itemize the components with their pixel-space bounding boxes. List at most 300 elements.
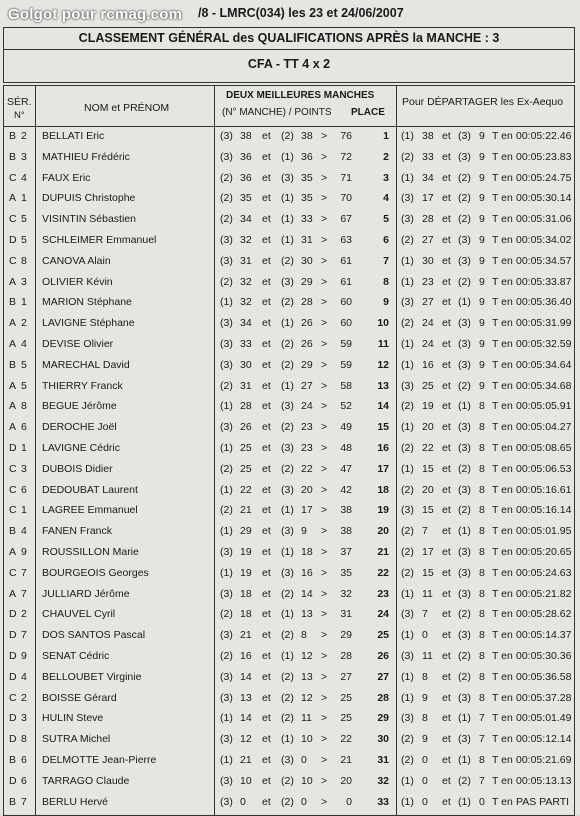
- manche1-cell: (1): [220, 442, 233, 454]
- tb-manche2-cell: (1): [458, 712, 471, 725]
- points1-cell: 36: [240, 150, 252, 163]
- manche2-cell: (1): [281, 733, 294, 746]
- manche2-cell: (3): [281, 525, 294, 538]
- name-cell: LAVIGNE Cédric: [42, 442, 120, 454]
- et-label: et: [262, 171, 271, 184]
- et-label: et: [442, 754, 451, 766]
- num-cell: 7: [21, 629, 27, 642]
- t-en-label: T en: [492, 546, 513, 558]
- tb-manche-cell: (2): [401, 317, 414, 330]
- points1-cell: 19: [240, 566, 252, 579]
- gt-label: >: [321, 608, 328, 621]
- table-row: [4, 792, 574, 813]
- t-en-label: T en: [492, 421, 513, 434]
- place-cell: 27: [377, 670, 389, 683]
- place-cell: 18: [377, 483, 389, 496]
- gt-label: >: [321, 650, 328, 662]
- tb-points-cell: 30: [422, 254, 434, 267]
- manche1-cell: (3): [220, 629, 233, 642]
- points1-cell: 32: [240, 234, 252, 246]
- t-en-label: T en: [492, 691, 513, 704]
- name-cell: ROUSSILLON Marie: [42, 546, 139, 558]
- tb-manche2-cell: (3): [458, 150, 471, 163]
- ser-cell: D: [9, 650, 17, 662]
- et-label: et: [442, 213, 451, 226]
- points2-cell: 26: [301, 338, 313, 350]
- total-cell: 27: [340, 670, 352, 683]
- total-cell: 37: [340, 546, 352, 558]
- name-cell: BEGUE Jérôme: [42, 400, 117, 413]
- tb-manche-cell: (1): [401, 629, 414, 642]
- manche1-cell: (3): [220, 150, 233, 163]
- laps-cell: 9: [479, 213, 485, 226]
- tb-points-cell: 20: [422, 421, 434, 434]
- tb-manche2-cell: (2): [458, 608, 471, 621]
- t-en-label: T en: [492, 650, 513, 662]
- time-cell: 00:05:20.65: [516, 546, 572, 558]
- table-row: [4, 251, 574, 272]
- table-row: [4, 292, 574, 313]
- total-cell: 35: [340, 566, 352, 579]
- et-label: et: [262, 296, 271, 309]
- name-cell: DUPUIS Christophe: [42, 192, 136, 205]
- place-cell: 12: [377, 358, 389, 371]
- manche2-cell: (3): [281, 442, 294, 454]
- laps-cell: 8: [479, 525, 485, 538]
- table-row: [4, 126, 574, 147]
- table-row: [4, 459, 574, 480]
- num-cell: 9: [21, 546, 27, 558]
- name-cell: BELLATI Eric: [42, 130, 105, 142]
- total-cell: 52: [340, 400, 352, 413]
- t-en-label: T en: [492, 483, 513, 496]
- gt-label: >: [321, 338, 328, 350]
- place-cell: 30: [377, 733, 389, 746]
- manche1-cell: (2): [220, 192, 233, 205]
- num-cell: 2: [21, 608, 27, 621]
- laps-cell: 8: [479, 629, 485, 642]
- et-label: et: [262, 379, 271, 392]
- table-row: [4, 708, 574, 729]
- manche2-cell: (2): [281, 462, 294, 475]
- total-cell: 67: [340, 213, 352, 226]
- tb-manche-cell: (3): [401, 504, 414, 517]
- name-cell: DEVISE Olivier: [42, 338, 114, 350]
- laps-cell: 9: [479, 150, 485, 163]
- tb-manche2-cell: (3): [458, 130, 471, 142]
- num-cell: 3: [21, 462, 27, 475]
- tb-manche2-cell: (2): [458, 650, 471, 662]
- t-en-label: T en: [492, 171, 513, 184]
- t-en-label: T en: [492, 379, 513, 392]
- et-label: et: [262, 421, 271, 434]
- points1-cell: 10: [240, 774, 252, 787]
- ser-cell: C: [9, 483, 17, 496]
- et-label: et: [442, 462, 451, 475]
- total-cell: 60: [340, 317, 352, 330]
- table-row: [4, 771, 574, 792]
- tb-manche-cell: (2): [401, 234, 414, 246]
- place-cell: 22: [377, 566, 389, 579]
- manche1-cell: (3): [220, 733, 233, 746]
- tb-points-cell: 25: [422, 379, 434, 392]
- et-label: et: [442, 650, 451, 662]
- total-cell: 72: [340, 150, 352, 163]
- et-label: et: [442, 587, 451, 600]
- name-cell: MARECHAL David: [42, 358, 130, 371]
- tb-manche2-cell: (1): [458, 525, 471, 538]
- t-en-label: T en: [492, 795, 513, 808]
- t-en-label: T en: [492, 317, 513, 330]
- points1-cell: 36: [240, 171, 252, 184]
- tb-manche-cell: (1): [401, 130, 414, 142]
- total-cell: 25: [340, 712, 352, 725]
- total-cell: 0: [346, 795, 352, 808]
- place-cell: 16: [377, 442, 389, 454]
- ser-cell: D: [9, 774, 17, 787]
- tb-points-cell: 27: [422, 234, 434, 246]
- name-cell: LAVIGNE Stéphane: [42, 317, 135, 330]
- name-cell: OLIVIER Kévin: [42, 275, 113, 288]
- tb-manche-cell: (1): [401, 670, 414, 683]
- tb-manche2-cell: (1): [458, 296, 471, 309]
- gt-label: >: [321, 733, 328, 746]
- time-cell: 00:05:21.82: [516, 587, 572, 600]
- table-row: [4, 750, 574, 771]
- tb-manche2-cell: (3): [458, 442, 471, 454]
- et-label: et: [442, 442, 451, 454]
- et-label: et: [442, 234, 451, 246]
- t-en-label: T en: [492, 504, 513, 517]
- total-cell: 47: [340, 462, 352, 475]
- table-row: [4, 355, 574, 376]
- gt-label: >: [321, 213, 328, 226]
- laps-cell: 9: [479, 275, 485, 288]
- manche1-cell: (2): [220, 462, 233, 475]
- num-cell: 8: [21, 733, 27, 746]
- points2-cell: 14: [301, 587, 313, 600]
- et-label: et: [262, 358, 271, 371]
- col-num: N°: [14, 110, 25, 121]
- et-label: et: [442, 358, 451, 371]
- ser-cell: A: [9, 192, 17, 205]
- tb-manche2-cell: (2): [458, 670, 471, 683]
- t-en-label: T en: [492, 254, 513, 267]
- time-cell: 00:05:24.63: [516, 566, 572, 579]
- et-label: et: [262, 234, 271, 246]
- place-cell: 11: [377, 338, 389, 350]
- table-row: [4, 542, 574, 563]
- et-label: et: [262, 338, 271, 350]
- laps-cell: 8: [479, 546, 485, 558]
- table-row: [4, 313, 574, 334]
- manche1-cell: (2): [220, 171, 233, 184]
- manche1-cell: (3): [220, 795, 233, 808]
- manche2-cell: (2): [281, 712, 294, 725]
- name-cell: TARRAGO Claude: [42, 774, 130, 787]
- name-cell: DEROCHE Joël: [42, 421, 117, 434]
- table-row: [4, 334, 574, 355]
- points1-cell: 34: [240, 213, 252, 226]
- tb-points-cell: 0: [422, 754, 428, 766]
- time-cell: 00:05:32.59: [516, 338, 572, 350]
- total-cell: 31: [340, 608, 352, 621]
- et-label: et: [262, 192, 271, 205]
- manche1-cell: (3): [220, 130, 233, 142]
- points2-cell: 33: [301, 213, 313, 226]
- event-title: /8 - LMRC(034) les 23 et 24/06/2007: [198, 6, 404, 20]
- manche2-cell: (3): [281, 566, 294, 579]
- manche1-cell: (1): [220, 525, 233, 538]
- manche1-cell: (3): [220, 421, 233, 434]
- table-row: [4, 521, 574, 542]
- manche1-cell: (2): [220, 213, 233, 226]
- et-label: et: [262, 213, 271, 226]
- points1-cell: 31: [240, 254, 252, 267]
- tb-manche-cell: (1): [401, 171, 414, 184]
- tb-manche-cell: (3): [401, 608, 414, 621]
- gt-label: >: [321, 670, 328, 683]
- laps-cell: 8: [479, 400, 485, 413]
- total-cell: 42: [340, 483, 352, 496]
- watermark: Golgot pour rcmag.com: [8, 6, 183, 23]
- tb-points-cell: 38: [422, 130, 434, 142]
- tb-manche2-cell: (3): [458, 546, 471, 558]
- gt-label: >: [321, 629, 328, 642]
- place-cell: 33: [377, 795, 389, 808]
- gt-label: >: [321, 504, 328, 517]
- tb-manche-cell: (1): [401, 691, 414, 704]
- name-cell: SUTRA Michel: [42, 733, 111, 746]
- points2-cell: 17: [301, 504, 313, 517]
- tb-manche2-cell: (1): [458, 795, 471, 808]
- tb-manche-cell: (1): [401, 462, 414, 475]
- tb-points-cell: 24: [422, 317, 434, 330]
- col-ser: SÉR.: [7, 96, 32, 108]
- category-title: CFA - TT 4 x 2: [247, 57, 331, 71]
- ser-cell: B: [9, 296, 17, 309]
- laps-cell: 9: [479, 254, 485, 267]
- tb-points-cell: 27: [422, 296, 434, 309]
- points2-cell: 13: [301, 608, 313, 621]
- manche1-cell: (3): [220, 774, 233, 787]
- points2-cell: 8: [301, 629, 307, 642]
- total-cell: 28: [340, 650, 352, 662]
- t-en-label: T en: [492, 442, 513, 454]
- time-cell: 00:05:34.57: [516, 254, 572, 267]
- tb-manche2-cell: (2): [458, 213, 471, 226]
- manche1-cell: (3): [220, 691, 233, 704]
- manche1-cell: (3): [220, 234, 233, 246]
- ser-cell: B: [9, 130, 17, 142]
- gt-label: >: [321, 275, 328, 288]
- col-tiebreak: Pour DÉPARTAGER les Ex-Aequo: [402, 96, 564, 108]
- ser-cell: D: [9, 629, 17, 642]
- tb-manche2-cell: (3): [458, 733, 471, 746]
- points2-cell: 12: [301, 691, 313, 704]
- ser-cell: A: [9, 587, 17, 600]
- place-cell: 15: [377, 421, 389, 434]
- points1-cell: 0: [240, 795, 246, 808]
- gt-label: >: [321, 462, 328, 475]
- laps-cell: 9: [479, 379, 485, 392]
- points1-cell: 13: [240, 691, 252, 704]
- num-cell: 8: [21, 254, 27, 267]
- tb-manche-cell: (2): [401, 733, 414, 746]
- et-label: et: [262, 504, 271, 517]
- et-label: et: [442, 192, 451, 205]
- total-cell: 59: [340, 358, 352, 371]
- points2-cell: 38: [301, 130, 313, 142]
- points1-cell: 18: [240, 587, 252, 600]
- name-cell: HULIN Steve: [42, 712, 104, 725]
- laps-cell: 8: [479, 650, 485, 662]
- points2-cell: 36: [301, 150, 313, 163]
- tb-points-cell: 7: [422, 525, 428, 538]
- name-cell: MATHIEU Frédéric: [42, 150, 130, 163]
- points1-cell: 25: [240, 462, 252, 475]
- tb-manche-cell: (3): [401, 379, 414, 392]
- num-cell: 2: [21, 317, 27, 330]
- points1-cell: 32: [240, 296, 252, 309]
- tb-manche2-cell: (2): [458, 504, 471, 517]
- et-label: et: [442, 379, 451, 392]
- manche2-cell: (2): [281, 130, 294, 142]
- points2-cell: 20: [301, 483, 313, 496]
- col-place: PLACE: [351, 107, 385, 118]
- col-name: NOM et PRÉNOM: [84, 102, 170, 114]
- place-cell: 2: [383, 150, 389, 163]
- manche1-cell: (2): [220, 650, 233, 662]
- num-cell: 8: [21, 400, 27, 413]
- et-label: et: [442, 795, 451, 808]
- laps-cell: 9: [479, 296, 485, 309]
- tb-manche-cell: (1): [401, 587, 414, 600]
- table-row: [4, 147, 574, 168]
- manche2-cell: (1): [281, 150, 294, 163]
- et-label: et: [442, 774, 451, 787]
- manche1-cell: (3): [220, 338, 233, 350]
- gt-label: >: [321, 754, 328, 766]
- gt-label: >: [321, 358, 328, 371]
- place-cell: 13: [377, 379, 389, 392]
- manche2-cell: (1): [281, 504, 294, 517]
- total-cell: 48: [340, 442, 352, 454]
- classement-title: CLASSEMENT GÉNÉRAL des QUALIFICATIONS APRÈS la MANCHE : 3: [78, 31, 500, 45]
- points2-cell: 16: [301, 566, 313, 579]
- table-row: [4, 563, 574, 584]
- time-cell: 00:05:01.95: [516, 525, 572, 538]
- gt-label: >: [321, 379, 328, 392]
- table-row: [4, 168, 574, 189]
- manche1-cell: (3): [220, 358, 233, 371]
- et-label: et: [262, 566, 271, 579]
- et-label: et: [262, 733, 271, 746]
- points1-cell: 25: [240, 442, 252, 454]
- name-cell: SENAT Cédric: [42, 650, 110, 662]
- et-label: et: [442, 296, 451, 309]
- points1-cell: 18: [240, 608, 252, 621]
- points1-cell: 14: [240, 670, 252, 683]
- points2-cell: 23: [301, 442, 313, 454]
- et-label: et: [442, 546, 451, 558]
- time-cell: 00:05:23.83: [516, 150, 572, 163]
- tb-points-cell: 0: [422, 795, 428, 808]
- points2-cell: 27: [301, 379, 313, 392]
- num-cell: 3: [21, 712, 27, 725]
- points2-cell: 10: [301, 774, 313, 787]
- laps-cell: 8: [479, 754, 485, 766]
- et-label: et: [442, 733, 451, 746]
- name-cell: CANOVA Alain: [42, 254, 111, 267]
- et-label: et: [262, 442, 271, 454]
- points2-cell: 30: [301, 254, 313, 267]
- points2-cell: 28: [301, 296, 313, 309]
- time-cell: 00:05:05.91: [516, 400, 572, 413]
- tb-manche-cell: (3): [401, 712, 414, 725]
- t-en-label: T en: [492, 234, 513, 246]
- points2-cell: 12: [301, 650, 313, 662]
- place-cell: 21: [377, 546, 389, 558]
- points2-cell: 0: [301, 754, 307, 766]
- manche2-cell: (1): [281, 546, 294, 558]
- tb-manche-cell: (2): [401, 150, 414, 163]
- points1-cell: 31: [240, 379, 252, 392]
- laps-cell: 8: [479, 566, 485, 579]
- points1-cell: 28: [240, 400, 252, 413]
- points2-cell: 23: [301, 421, 313, 434]
- time-cell: 00:05:37.28: [516, 691, 572, 704]
- time-cell: PAS PARTI: [516, 795, 570, 808]
- points2-cell: 11: [301, 712, 312, 725]
- tb-manche-cell: (2): [401, 525, 414, 538]
- time-cell: 00:05:36.58: [516, 670, 572, 683]
- manche1-cell: (3): [220, 317, 233, 330]
- num-cell: 3: [21, 275, 27, 288]
- points2-cell: 9: [301, 525, 307, 538]
- total-cell: 25: [340, 691, 352, 704]
- table-row: [4, 500, 574, 521]
- tb-points-cell: 9: [422, 691, 428, 704]
- points1-cell: 14: [240, 712, 252, 725]
- ser-cell: C: [9, 504, 17, 517]
- num-cell: 6: [21, 483, 27, 496]
- tb-points-cell: 15: [422, 462, 434, 475]
- ser-cell: D: [9, 234, 17, 246]
- t-en-label: T en: [492, 733, 513, 746]
- manche1-cell: (3): [220, 587, 233, 600]
- num-cell: 3: [21, 150, 27, 163]
- et-label: et: [442, 608, 451, 621]
- ser-cell: C: [9, 171, 17, 184]
- time-cell: 00:05:08.65: [516, 442, 572, 454]
- gt-label: >: [321, 234, 328, 246]
- manche1-cell: (2): [220, 504, 233, 517]
- t-en-label: T en: [492, 400, 513, 413]
- points2-cell: 29: [301, 275, 313, 288]
- laps-cell: 8: [479, 442, 485, 454]
- time-cell: 00:05:30.36: [516, 650, 572, 662]
- tb-manche2-cell: (2): [458, 171, 471, 184]
- ser-cell: B: [9, 525, 17, 538]
- gt-label: >: [321, 483, 328, 496]
- points2-cell: 18: [301, 546, 313, 558]
- points2-cell: 35: [301, 171, 313, 184]
- ser-cell: D: [9, 442, 17, 454]
- t-en-label: T en: [492, 566, 513, 579]
- time-cell: 00:05:21.69: [516, 754, 572, 766]
- tb-manche2-cell: (3): [458, 254, 471, 267]
